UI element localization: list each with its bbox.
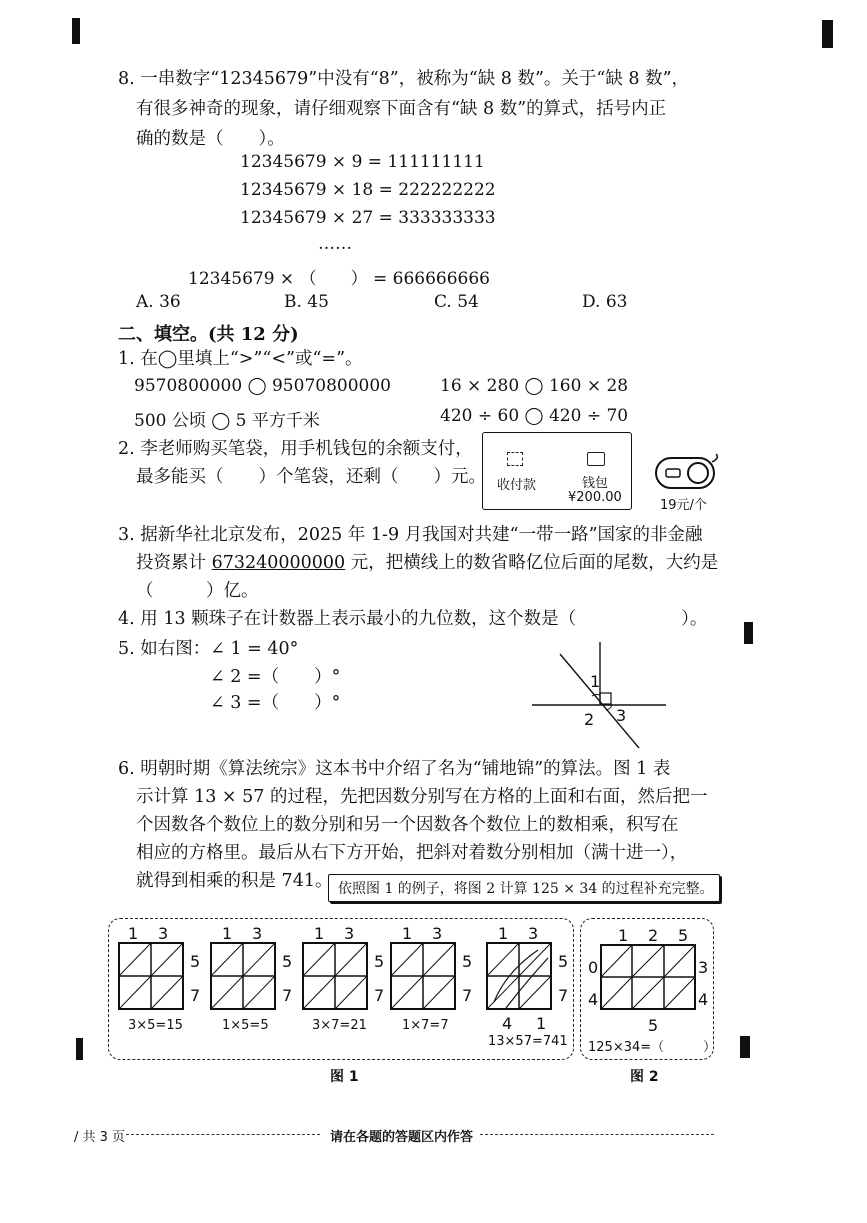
q8-eq2: 12345679 × 18 = 222222222	[240, 180, 496, 200]
fig1-g2-top2: 3	[252, 924, 263, 943]
q2-line2: 最多能买（ ）个笔袋，还剩（ ）元。	[136, 467, 486, 487]
fig1-g4-top2: 3	[432, 924, 443, 943]
section-title: 二、填空。(共 12 分)	[118, 324, 299, 345]
fig2-top3: 5	[678, 926, 689, 945]
fig1-grid-5	[486, 942, 552, 1014]
fig1-g5-top1: 1	[498, 924, 509, 943]
price-label: 19元/个	[660, 498, 707, 513]
fig1-g3-top1: 1	[314, 924, 325, 943]
fig2-label: 图 2	[630, 1069, 659, 1085]
lattice-grid	[486, 942, 552, 1010]
lattice-grid	[118, 942, 184, 1010]
angle-label-2: 2	[584, 710, 595, 729]
fig1-g5-bottom2: 1	[536, 1014, 547, 1033]
angle-label-3: 3	[616, 706, 627, 725]
pay-label: 收付款	[497, 478, 537, 493]
q8-option-c[interactable]: C. 54	[434, 292, 479, 312]
angle-label-1: 1	[590, 672, 601, 691]
fig2-caption[interactable]: 125×34=（ ）	[588, 1040, 717, 1055]
registration-mark	[822, 20, 833, 48]
fig1-g3-top2: 3	[344, 924, 355, 943]
registration-mark	[76, 1038, 83, 1060]
fig2-right1: 3	[698, 958, 709, 977]
instruction-text: 依照图 1 的例子，将图 2 计算 125 × 34 的过程补充完整。	[338, 881, 714, 897]
page-count: / 共 3 页	[74, 1130, 126, 1145]
fig1-g2-caption: 1×5=5	[222, 1018, 269, 1033]
q8-dots: ……	[318, 234, 352, 254]
fig1-g2-right2: 7	[282, 986, 293, 1005]
footer-notice: 请在各题的答题区内作答	[330, 1130, 474, 1145]
fig1-g1-right1: 5	[190, 952, 201, 971]
fig2-right2: 4	[698, 990, 709, 1009]
q8-option-d[interactable]: D. 63	[582, 292, 628, 312]
q8-option-b[interactable]: B. 45	[284, 292, 329, 312]
q3-number: 673240000000	[211, 553, 346, 573]
q8-option-a[interactable]: A. 36	[136, 292, 181, 312]
fig1-g3-right1: 5	[374, 952, 385, 971]
q6-line1: 6. 明朝时期《算法统宗》这本书中介绍了名为“铺地锦”的算法。图 1 表	[118, 759, 671, 779]
footer-rule-right	[480, 1134, 714, 1135]
lattice-grid	[302, 942, 368, 1010]
fig1-g3-caption: 3×7=21	[312, 1018, 367, 1033]
q6-line4: 相应的方格里。最后从右下方开始，把斜对着数分别相加（满十进一），	[136, 843, 688, 863]
fig1-g4-caption: 1×7=7	[402, 1018, 449, 1033]
registration-mark	[740, 1036, 750, 1058]
fig1-label: 图 1	[330, 1069, 359, 1085]
fig1-g3-right2: 7	[374, 986, 385, 1005]
fig1-g5-right1: 5	[558, 952, 569, 971]
fig1-grid-2	[210, 942, 276, 1014]
fig1-g5-right2: 7	[558, 986, 569, 1005]
pencil-case-icon	[654, 452, 720, 492]
q6-line5: 就得到相乘的积是 741。	[136, 871, 333, 891]
fig1-g4-right2: 7	[462, 986, 473, 1005]
fig1-g1-caption: 3×5=15	[128, 1018, 183, 1033]
q1-compare-d[interactable]: 420 ÷ 60 ◯ 420 ÷ 70	[440, 406, 629, 426]
q3-line2-start: 投资累计	[136, 553, 212, 573]
fig2-bottom1: 5	[648, 1016, 659, 1035]
fig1-grid-4	[390, 942, 456, 1014]
fig1-g5-top2: 3	[528, 924, 539, 943]
scan-icon	[507, 452, 523, 466]
fig2-top2: 2	[648, 926, 659, 945]
fig1-g1-top2: 3	[158, 924, 169, 943]
q8-eq3: 12345679 × 27 = 333333333	[240, 208, 496, 228]
footer-rule-left	[126, 1134, 320, 1135]
q8-eq1: 12345679 × 9 = 111111111	[240, 152, 485, 172]
q3-line3: （ ）亿。	[136, 581, 259, 601]
registration-mark	[72, 18, 80, 44]
fig1-g1-top1: 1	[128, 924, 139, 943]
q2-line1: 2. 李老师购买笔袋，用手机钱包的余额支付，	[118, 439, 473, 459]
lattice-grid	[210, 942, 276, 1010]
q8-eq4: 12345679 × （ ） = 666666666	[188, 269, 490, 289]
q8-line3: 确的数是（ ）。	[136, 129, 285, 149]
fig1-g5-caption: 13×57=741	[488, 1034, 568, 1049]
q1-compare-b[interactable]: 16 × 280 ◯ 160 × 28	[440, 376, 629, 396]
registration-mark	[744, 622, 753, 644]
fig1-g2-top1: 1	[222, 924, 233, 943]
wallet-label: 钱包	[582, 476, 609, 491]
q5-angle2[interactable]: ∠ 2 =（ ）°	[210, 667, 341, 687]
fig1-g2-right1: 5	[282, 952, 293, 971]
q6-line3: 个因数各个数位上的数分别和另一个因数各个数位上的数相乘，积写在	[136, 815, 679, 835]
q8-line2: 有很多神奇的现象，请仔细观察下面含有“缺 8 数”的算式，括号内正	[136, 99, 667, 119]
q3-line2	[136, 550, 718, 576]
fig1-g5-bottom1: 4	[502, 1014, 513, 1033]
wallet-icon	[587, 452, 605, 466]
q6-line2: 示计算 13 × 57 的过程，先把因数分别写在方格的上面和右面，然后把一	[136, 787, 708, 807]
angle-diagram	[526, 640, 676, 752]
q8-line1: 8. 一串数字“12345679”中没有“8”，被称为“缺 8 数”。关于“缺 8 数”，	[118, 69, 690, 89]
fig1-g4-right1: 5	[462, 952, 473, 971]
fig1-g1-right2: 7	[190, 986, 201, 1005]
q5-angle3[interactable]: ∠ 3 =（ ）°	[210, 693, 341, 713]
fig2-left1: 0	[588, 958, 599, 977]
q1-title: 1. 在◯里填上“>”“<”或“=”。	[118, 349, 363, 369]
q3-line1: 3. 据新华社北京发布，2025 年 1-9 月我国对共建“一带一路”国家的非金融	[118, 525, 703, 545]
q3-line2-end: 元，把横线上的数省略亿位后面的尾数，大约是	[345, 553, 719, 573]
q5-title: 5. 如右图：∠ 1 = 40°	[118, 639, 299, 659]
q4-text: 4. 用 13 颗珠子在计数器上表示最小的九位数，这个数是（ ）。	[118, 609, 708, 629]
fig1-grid-3	[302, 942, 368, 1014]
q1-compare-a[interactable]: 9570800000 ◯ 95070800000	[134, 376, 391, 396]
fig1-grid-1	[118, 942, 184, 1014]
fig2-left2: 4	[588, 990, 599, 1009]
wallet-amount: ¥200.00	[568, 490, 622, 505]
fig2-lattice-grid[interactable]	[600, 944, 696, 1010]
lattice-grid	[390, 942, 456, 1010]
q1-compare-c[interactable]: 500 公顷 ◯ 5 平方千米	[134, 411, 320, 431]
fig1-g4-top1: 1	[402, 924, 413, 943]
fig2-top1: 1	[618, 926, 629, 945]
